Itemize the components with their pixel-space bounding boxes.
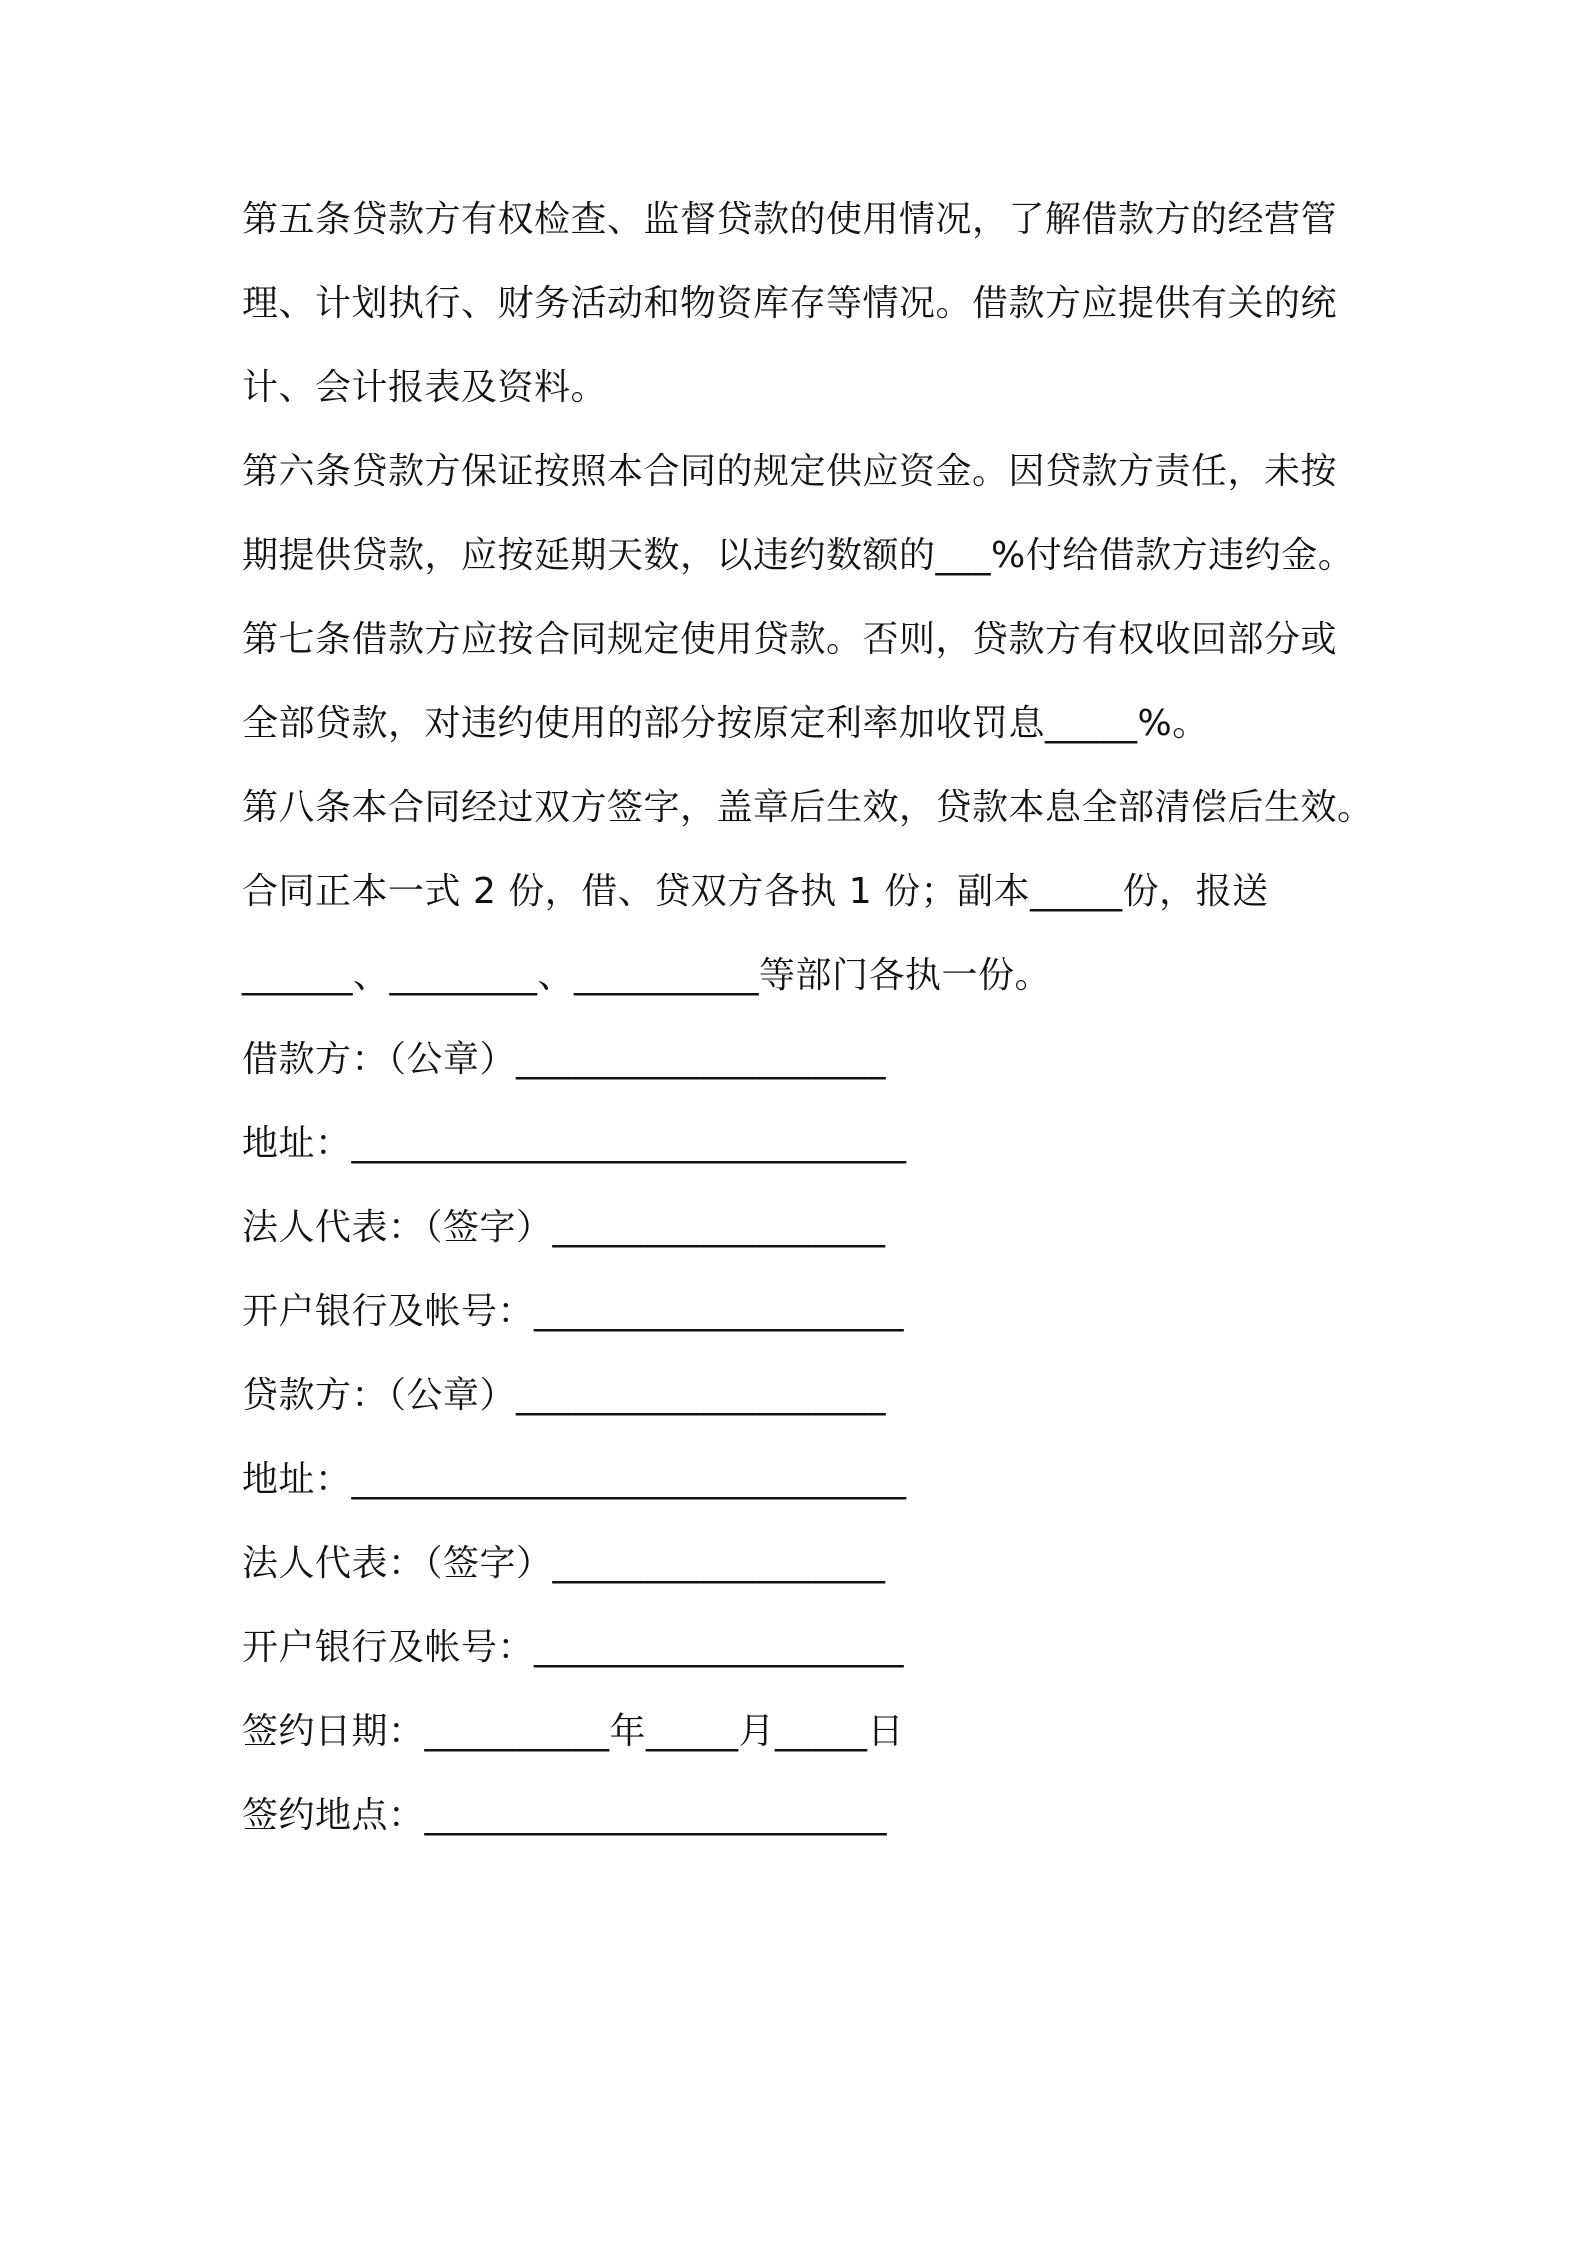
lender-address-field: 地址：______________________________ (242, 1459, 907, 1500)
clause-6-line-2: 期提供贷款，应按延期天数，以违约数额的___%付给借款方违约金。 (242, 535, 1355, 576)
clause-8-line-3: ______、________、__________等部门各执一份。 (242, 955, 1052, 996)
clause-5-line-1: 第五条贷款方有权检查、监督贷款的使用情况，了解借款方的经营管 (242, 199, 1338, 240)
lender-seal-field: 贷款方：（公章）____________________ (242, 1375, 887, 1416)
borrower-seal-field: 借款方：（公章）____________________ (242, 1039, 887, 1080)
lender-bank-account-field: 开户银行及帐号：____________________ (242, 1627, 905, 1668)
clause-8-line-1: 第八条本合同经过双方签字，盖章后生效，贷款本息全部清偿后生效。 (242, 787, 1374, 828)
clause-7-line-1: 第七条借款方应按合同规定使用贷款。否则，贷款方有权收回部分或 (242, 619, 1338, 660)
borrower-legal-rep-field: 法人代表：（签字）__________________ (242, 1207, 886, 1248)
clause-8-line-2: 合同正本一式 2 份，借、贷双方各执 1 份；副本_____份，报送 (242, 871, 1269, 912)
borrower-address-field: 地址：______________________________ (242, 1123, 907, 1164)
clause-5-line-3: 计、会计报表及资料。 (242, 367, 608, 408)
clause-5-line-2: 理、计划执行、财务活动和物资库存等情况。借款方应提供有关的统 (242, 283, 1338, 324)
borrower-bank-account-field: 开户银行及帐号：____________________ (242, 1291, 905, 1332)
clause-7-line-2: 全部贷款，对违约使用的部分按原定利率加收罚息_____%。 (242, 703, 1209, 744)
signing-date-field: 签约日期：__________年_____月_____日 (242, 1711, 905, 1752)
signing-place-field: 签约地点：_________________________ (242, 1795, 888, 1836)
clause-6-line-1: 第六条贷款方保证按照本合同的规定供应资金。因贷款方责任，未按 (242, 451, 1338, 492)
lender-legal-rep-field: 法人代表：（签字）__________________ (242, 1543, 886, 1584)
